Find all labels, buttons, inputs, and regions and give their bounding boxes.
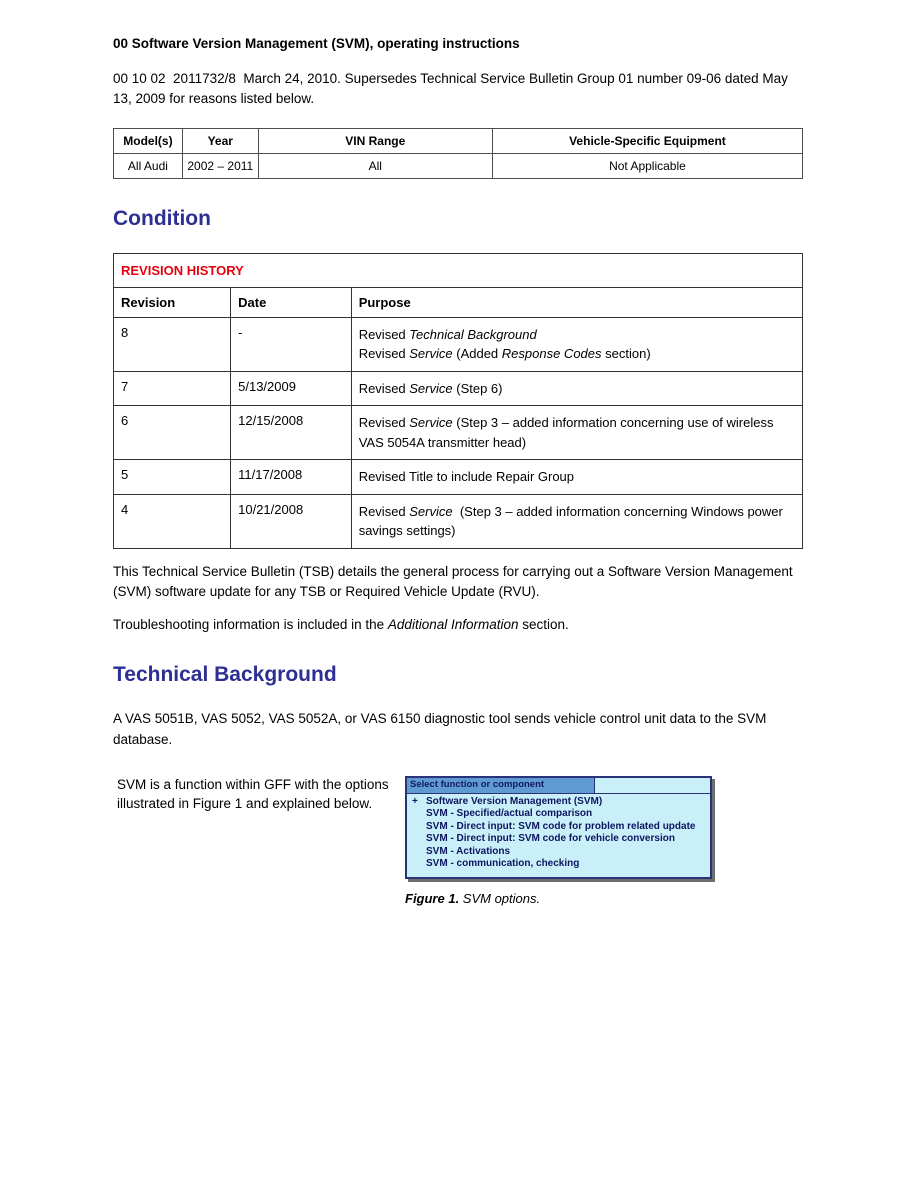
- revision-header-row: [114, 287, 803, 317]
- vas-paragraph: A VAS 5051B, VAS 5052, VAS 5052A, or VAS 6150 diagnostic tool sends vehicle control unit data to the SVM database.: [113, 711, 767, 747]
- purpose-text: (Step 6): [452, 380, 503, 396]
- date-column-header: Date: [231, 287, 352, 317]
- figure-option-list: [407, 794, 710, 877]
- figure-caption-text: SVM options.: [459, 890, 541, 906]
- figure-1-screenshot: [405, 776, 712, 879]
- purpose-line: [359, 325, 795, 345]
- purpose-text: Revised: [358, 415, 410, 430]
- figure-header-spacer: [595, 778, 710, 793]
- revision-row: [114, 317, 803, 371]
- purpose-line: [359, 379, 795, 399]
- revision-date: 10/21/2008: [231, 494, 352, 548]
- figure-option-item: SVM - Specified/actual comparison: [426, 808, 593, 820]
- technical-background-heading: Technical Background: [113, 663, 337, 687]
- figure-header-label: Select function or component: [407, 778, 595, 793]
- svm-intro-paragraph: SVM is a function within GFF with the options illustrated in Figure 1 and explained below.: [117, 776, 389, 811]
- figure-option-item: SVM - Direct input: SVM code for vehicle conversion: [426, 833, 675, 845]
- revision-number: 7: [114, 371, 231, 406]
- model-applicability-table: [113, 128, 803, 179]
- figure-option-item: SVM - Direct input: SVM code for problem related update: [426, 820, 696, 832]
- document-title: 00 Software Version Management (SVM), operating instructions: [113, 36, 520, 51]
- revision-row: [114, 406, 803, 460]
- model-table-header-equipment: Vehicle-Specific Equipment: [492, 128, 802, 153]
- purpose-italic: Technical Background: [409, 326, 537, 342]
- troubleshooting-text: Troubleshooting information is included in the: [113, 617, 388, 632]
- figure-root-label: Software Version Management (SVM): [426, 795, 603, 807]
- purpose-text: Revised: [358, 503, 410, 519]
- condition-heading: Condition: [113, 206, 211, 230]
- revision-row: [114, 494, 803, 548]
- revision-row: [114, 460, 803, 495]
- revision-date: -: [231, 317, 352, 371]
- expand-plus-icon: +: [412, 795, 418, 807]
- revision-purpose: [351, 494, 802, 548]
- figure-option-item: SVM - Activations: [426, 845, 511, 857]
- revision-column-header: Revision: [114, 287, 231, 317]
- intro-paragraph: 00 10 02 2011732/8 March 24, 2010. Supersedes Technical Service Bulletin Group 01 number 09-06 dated May 13, 2009 for reasons listed below.: [113, 71, 788, 107]
- revision-date: 12/15/2008: [231, 406, 352, 460]
- purpose-text: Revised: [358, 346, 410, 361]
- document-content: [113, 36, 803, 906]
- purpose-text: Revised Title to include Repair Group: [358, 469, 575, 484]
- purpose-line: [359, 344, 795, 364]
- purpose-italic: Response Codes: [501, 346, 602, 361]
- revision-date: 11/17/2008: [231, 460, 352, 495]
- troubleshooting-text: section.: [518, 617, 569, 632]
- equipment-cell: Not Applicable: [492, 153, 802, 178]
- purpose-italic: Service: [409, 380, 453, 396]
- revision-number: 6: [114, 406, 231, 460]
- purpose-italic: Service: [409, 415, 453, 430]
- purpose-text: (Step 3 – added information concerning use of wireless VAS 5054A transmitter head): [358, 415, 774, 450]
- figure-header-bar: [407, 778, 710, 794]
- purpose-column-header: Purpose: [351, 287, 802, 317]
- purpose-line: [359, 413, 795, 452]
- revision-purpose: [351, 371, 802, 406]
- model-table-header-row: [114, 128, 803, 153]
- revision-date: 5/13/2009: [231, 371, 352, 406]
- year-cell: 2002 – 2011: [182, 153, 258, 178]
- figure-root-item: [410, 796, 707, 809]
- revision-history-title: REVISION HISTORY: [114, 253, 803, 287]
- revision-purpose: [351, 317, 802, 371]
- purpose-line: [359, 467, 795, 487]
- figure-caption-label: Figure 1.: [405, 890, 460, 906]
- revision-purpose: [351, 460, 802, 495]
- figure-section: [113, 776, 803, 906]
- purpose-italic: Service: [409, 503, 453, 519]
- revision-purpose: [351, 406, 802, 460]
- troubleshooting-italic: Additional Information: [387, 617, 519, 632]
- purpose-text: Revised: [358, 380, 410, 396]
- troubleshooting-paragraph: [113, 615, 803, 635]
- tsb-paragraph: This Technical Service Bulletin (TSB) details the general process for carrying out a Software Version Management (SVM) software update for any TSB or Required Vehicle Update (RVU).: [113, 563, 793, 599]
- figure-column: [405, 776, 712, 906]
- model-table-header-year: Year: [182, 128, 258, 153]
- purpose-text: (Added: [452, 346, 502, 361]
- vin-cell: All: [258, 153, 492, 178]
- revision-number: 4: [114, 494, 231, 548]
- revision-row: [114, 371, 803, 406]
- revision-number: 8: [114, 317, 231, 371]
- model-table-header-models: Model(s): [114, 128, 183, 153]
- revision-title-row: [114, 253, 803, 287]
- purpose-text: Revised: [358, 326, 410, 342]
- purpose-italic: Service: [409, 346, 453, 361]
- purpose-text: section): [601, 346, 651, 361]
- figure-option-item: SVM - communication, checking: [426, 858, 580, 870]
- purpose-text: (Step 3 – added information concerning Windows power savings settings): [358, 503, 783, 538]
- model-table-row: [114, 153, 803, 178]
- model-table-header-vin: VIN Range: [258, 128, 492, 153]
- revision-history-table: [113, 253, 803, 549]
- purpose-line: [359, 502, 795, 541]
- revision-number: 5: [114, 460, 231, 495]
- model-cell: All Audi: [114, 153, 183, 178]
- figure-caption: [405, 891, 712, 906]
